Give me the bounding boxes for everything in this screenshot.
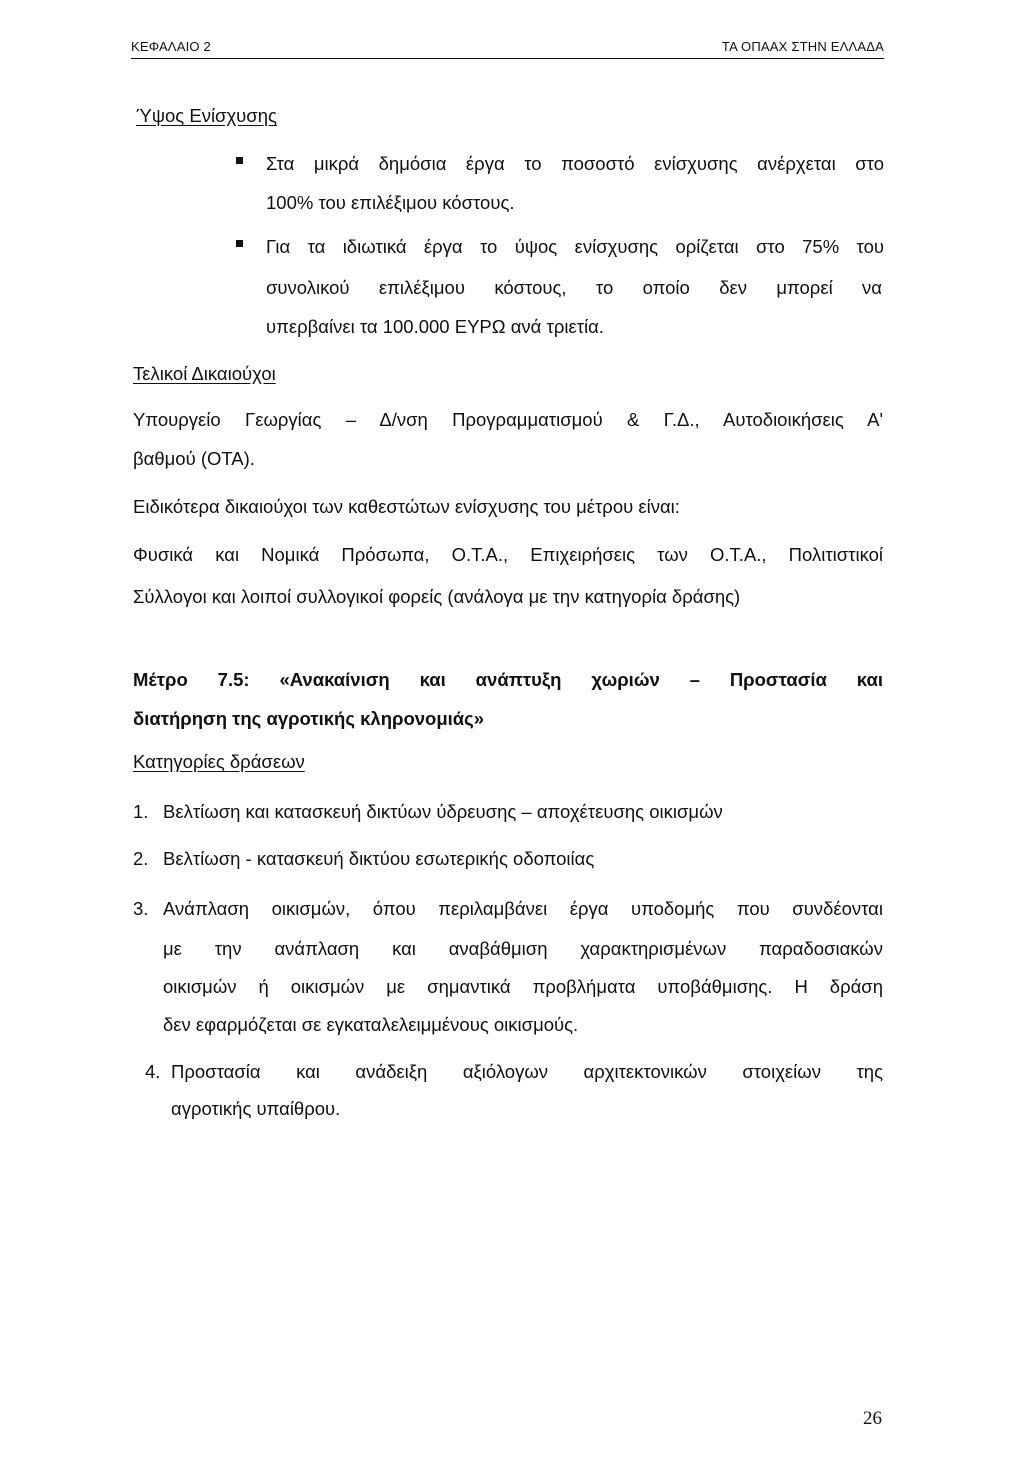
item-3-line-3: οικισμών ή οικισμών με σημαντικά προβλήματα υποβάθμισης. Η δράση bbox=[163, 976, 883, 997]
beneficiaries-para-3-line-1: Φυσικά και Νομικά Πρόσωπα, Ο.Τ.Α., Επιχειρήσεις των Ο.Τ.Α., Πολιτιστικοί bbox=[133, 544, 883, 565]
running-header bbox=[131, 36, 884, 59]
item-1-number: 1. bbox=[133, 801, 149, 822]
item-3-line-2: με την ανάπλαση και αναβάθμιση χαρακτηρισμένων παραδοσιακών bbox=[163, 938, 883, 959]
item-4-line-1: Προστασία και ανάδειξη αξιόλογων αρχιτεκτονικών στοιχείων της bbox=[171, 1061, 883, 1082]
item-1-line-1: Βελτίωση και κατασκευή δικτύων ύδρευσης – αποχέτευσης οικισμών bbox=[163, 801, 723, 822]
item-3-line-1: Ανάπλαση οικισμών, όπου περιλαμβάνει έργα υποδομής που συνδέονται bbox=[163, 898, 883, 919]
beneficiaries-para-1-line-1: Υπουργείο Γεωργίας – Δ/νση Προγραμματισμού & Γ.Δ., Αυτοδιοικήσεις Α' bbox=[133, 409, 883, 430]
chapter-label: ΚΕΦΑΛΑΙΟ 2 bbox=[131, 39, 211, 54]
beneficiaries-para-2: Ειδικότερα δικαιούχοι των καθεστώτων ενίσχυσης του μέτρου είναι: bbox=[133, 496, 680, 517]
bullet-1-line-2: 100% του επιλέξιμου κόστους. bbox=[266, 192, 515, 213]
item-3-number: 3. bbox=[133, 898, 149, 919]
chapter-title: ΤΑ ΟΠΑΑΧ ΣΤΗΝ ΕΛΛΑΔΑ bbox=[721, 39, 884, 54]
item-3-line-4: δεν εφαρμόζεται σε εγκαταλελειμμένους οικισμούς. bbox=[163, 1014, 579, 1035]
item-2-line-1: Βελτίωση - κατασκευή δικτύου εσωτερικής οδοποιίας bbox=[163, 848, 595, 869]
beneficiaries-para-1-line-2: βαθμού (ΟΤΑ). bbox=[133, 448, 255, 469]
item-4-number: 4. bbox=[145, 1061, 161, 1082]
item-4-line-2: αγροτικής υπαίθρου. bbox=[171, 1098, 341, 1119]
page-number: 26 bbox=[863, 1408, 882, 1429]
item-2-number: 2. bbox=[133, 848, 149, 869]
measure-title-line-1: Μέτρο 7.5: «Ανακαίνιση και ανάπτυξη χωριών – Προστασία και bbox=[133, 669, 883, 690]
beneficiaries-para-3-line-2: Σύλλογοι και λοιποί συλλογικοί φορείς (ανάλογα με την κατηγορία δράσης) bbox=[133, 586, 741, 607]
bullet-square-icon bbox=[236, 240, 243, 247]
measure-title-line-2: διατήρηση της αγροτικής κληρονομιάς» bbox=[133, 708, 485, 729]
support-level-heading: Ύψος Ενίσχυσης bbox=[136, 105, 277, 126]
action-categories-heading: Κατηγορίες δράσεων bbox=[133, 751, 305, 772]
beneficiaries-heading: Τελικοί Δικαιούχοι bbox=[133, 363, 276, 384]
bullet-2-line-2: συνολικού επιλέξιμου κόστους, το οποίο δεν μπορεί να bbox=[266, 277, 882, 298]
bullet-2-line-3: υπερβαίνει τα 100.000 ΕΥΡΩ ανά τριετία. bbox=[266, 316, 604, 337]
bullet-1-line-1: Στα μικρά δημόσια έργα το ποσοστό ενίσχυσης ανέρχεται στο bbox=[266, 153, 884, 174]
bullet-square-icon bbox=[236, 157, 243, 164]
bullet-2-line-1: Για τα ιδιωτικά έργα το ύψος ενίσχυσης ορίζεται στο 75% του bbox=[266, 236, 884, 257]
